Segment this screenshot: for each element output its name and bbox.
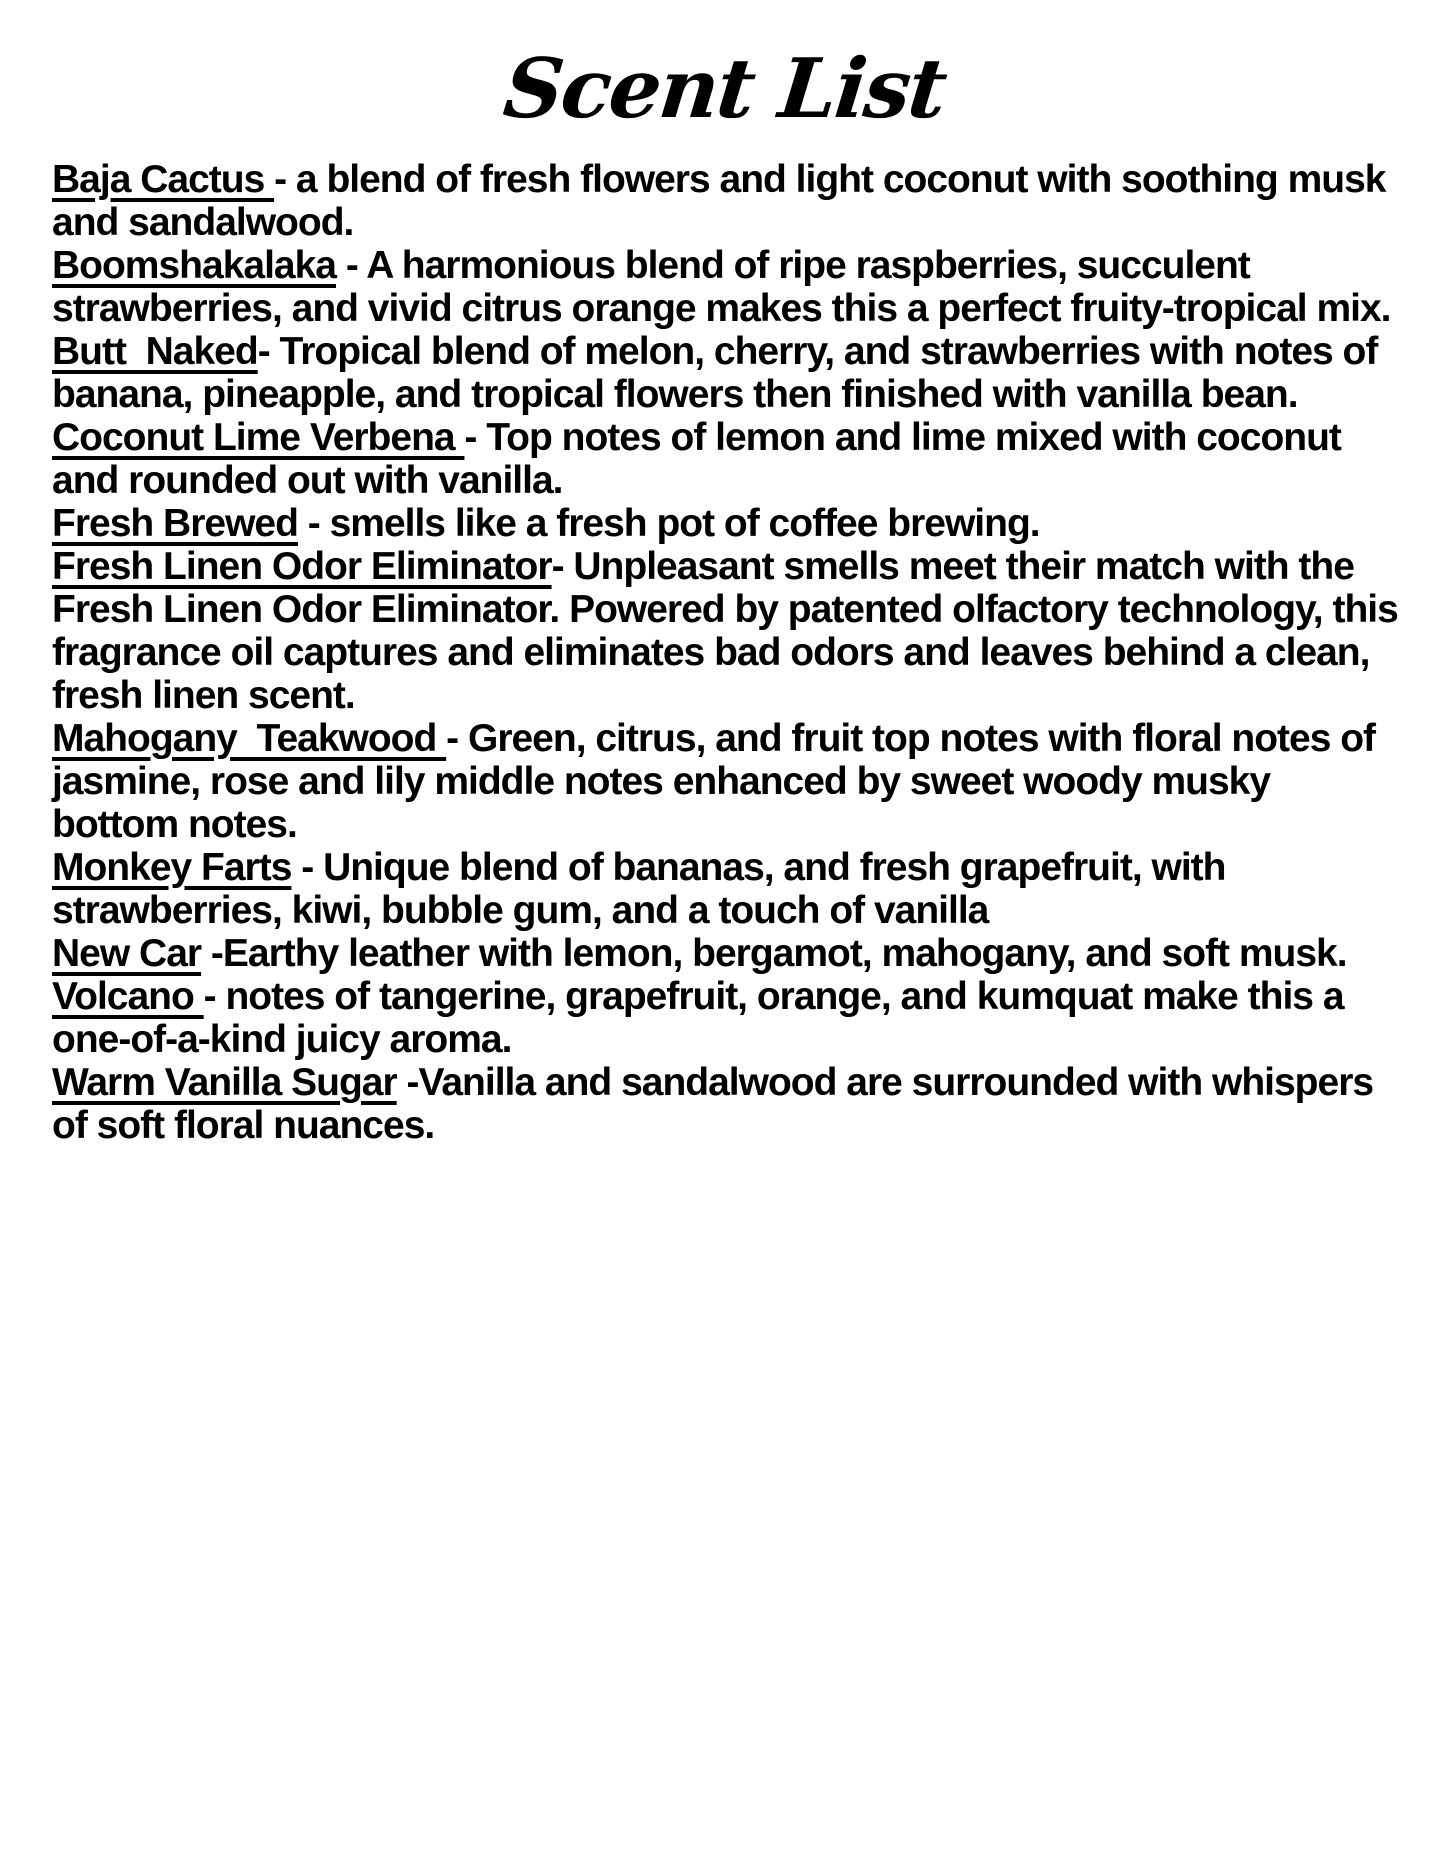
scent-entry: [52, 244, 1402, 330]
scent-name: Coconut Lime Verbena: [52, 416, 465, 459]
scent-name: Baja Cactus: [52, 158, 275, 201]
scent-description: - notes of tangerine, grapefruit, orange, and kumquat make this a one-of-a-kind juicy aroma.: [52, 975, 1354, 1061]
scent-description: - Unpleasant smells meet their match with the Fresh Linen Odor Eliminator. Powered by patented olfactory technology, this fragrance oil captures and eliminates bad odors and leaves behind a clean, fresh linen scent.: [52, 545, 1408, 717]
scent-entry: [52, 1061, 1402, 1147]
scent-name: Monkey Farts: [52, 846, 292, 889]
scent-entry: [52, 502, 1402, 545]
scent-entry: [52, 717, 1402, 846]
scent-name: New Car: [52, 932, 202, 975]
scent-description: -Vanilla and sandalwood are surrounded with whispers of soft floral nuances.: [52, 1061, 1383, 1147]
scent-name: Boomshakalaka: [52, 244, 336, 287]
scent-list: [52, 158, 1408, 1147]
scent-name: Butt Naked: [52, 330, 258, 373]
page-title: Scent List: [499, 41, 950, 137]
scent-description: -Earthy leather with lemon, bergamot, mahogany, and soft musk.: [201, 932, 1347, 975]
scent-entry: [52, 416, 1402, 502]
scent-entry: [52, 975, 1402, 1061]
scent-entry: [52, 932, 1402, 975]
scent-description: - Top notes of lemon and lime mixed with coconut and rounded out with vanilla.: [52, 416, 1351, 502]
scent-description: - a blend of fresh flowers and light coconut with soothing musk and sandalwood.: [52, 158, 1396, 244]
scent-name: Volcano: [52, 975, 204, 1018]
scent-name: Fresh Brewed: [52, 502, 298, 545]
scent-description: - A harmonious blend of ripe raspberries, succulent strawberries, and vivid citrus orange makes this a perfect fruity-tropical mix.: [52, 244, 1391, 330]
scent-entry: [52, 330, 1402, 416]
scent-name: Warm Vanilla Sugar: [52, 1061, 397, 1104]
scent-entry: [52, 158, 1402, 244]
scent-description: - Green, citrus, and fruit top notes with floral notes of jasmine, rose and lily middle notes enhanced by sweet woody musky bottom notes.: [52, 717, 1385, 846]
scent-description: - smells like a fresh pot of coffee brewing.: [297, 502, 1040, 545]
scent-description: - Unique blend of bananas, and fresh grapefruit, with strawberries, kiwi, bubble gum, and a touch of vanilla: [52, 846, 1236, 932]
scent-name: Fresh Linen Odor Eliminator: [52, 545, 552, 588]
scent-description: - Tropical blend of melon, cherry, and strawberries with notes of banana, pineapple, and tropical flowers then finished with vanilla bean.: [52, 330, 1388, 416]
scent-entry: [52, 545, 1408, 717]
scent-entry: [52, 846, 1402, 932]
scent-name: Mahogany Teakwood: [52, 717, 447, 760]
